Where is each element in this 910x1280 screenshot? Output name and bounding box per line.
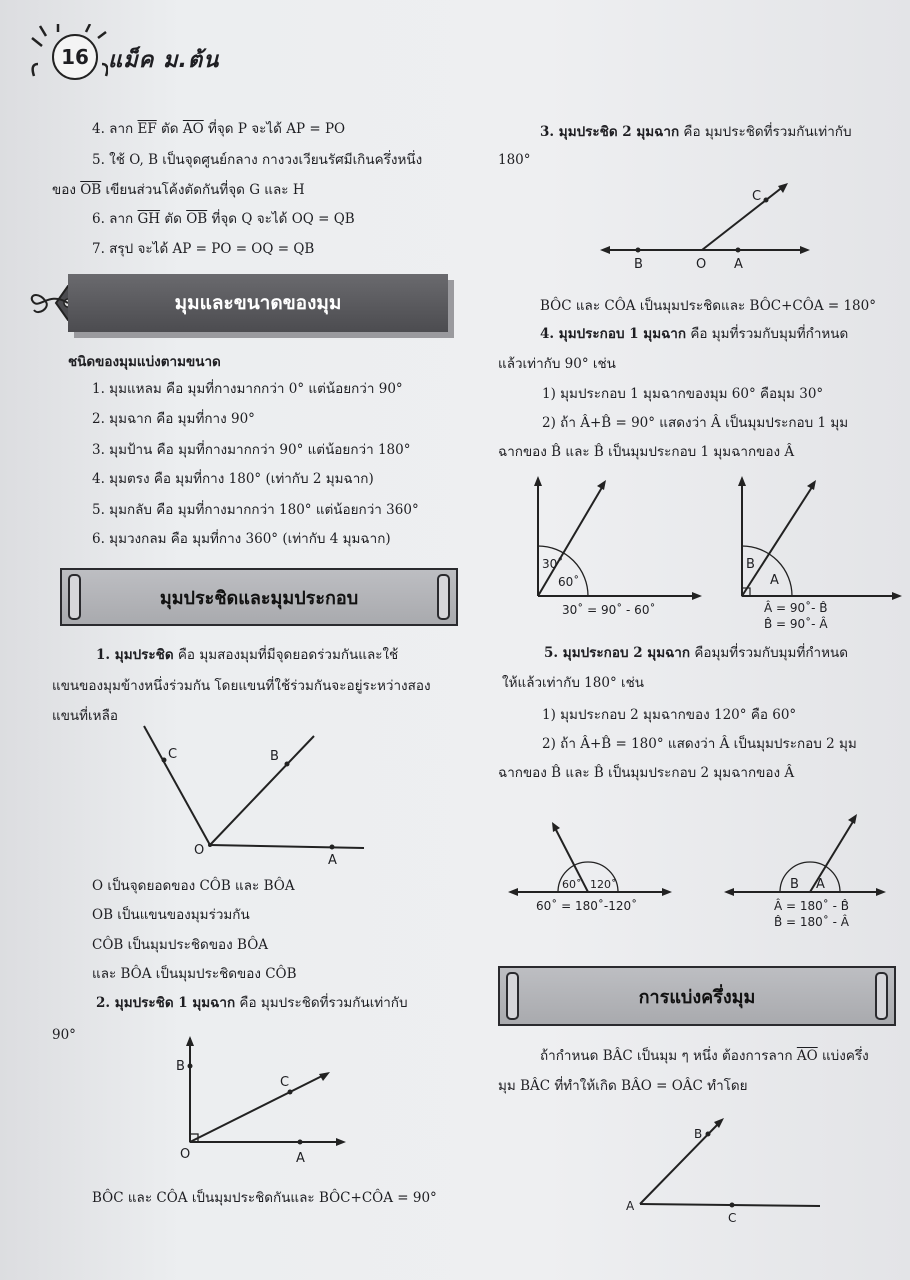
bisector-line2: มุม BÂC ที่ทำให้เกิด BÂO = OÂC ทำโดย [498, 1078, 748, 1094]
figure-complementary-60 [526, 474, 706, 624]
page-header [28, 24, 268, 92]
fig4a-angle-60: 60˚ [558, 575, 580, 589]
fig2-label-o: O [180, 1147, 191, 1162]
fig1-note-1: O เป็นจุดยอดของ CÔB และ BÔA [92, 878, 295, 894]
fig2-label-b: B [176, 1059, 185, 1074]
angle-type-3: 3. มุมป้าน คือ มุมที่กางมากกว่า 90° แต่น้อยกว่า 180° [92, 442, 411, 458]
comp-90-ex2a: 2) ถ้า Â+B̂ = 90° แสดงว่า Â เป็นมุมประกอบ 1 มุม [542, 415, 849, 431]
adjacent-90-value: 90° [52, 1027, 76, 1043]
adjacent-180-line1: 3. มุมประชิด 2 มุมฉาก คือ มุมประชิดที่รวมกันเท่ากับ [540, 124, 852, 140]
fig3-label-c: C [752, 189, 762, 204]
fig3-label-o: O [696, 257, 707, 270]
adjacent-180-value: 180° [498, 152, 531, 168]
angle-type-5: 5. มุมกลับ คือ มุมที่กางมากกว่า 180° แต่น้อยกว่า 360° [92, 502, 419, 518]
step-line-7: 7. สรุป จะได้ AP = PO = OQ = QB [92, 241, 315, 257]
comp-180-ex2a: 2) ถ้า Â+B̂ = 180° แสดงว่า Â เป็นมุมประกอบ 2 มุม [542, 736, 857, 752]
comp-180-line1: 5. มุมประกอบ 2 มุมฉาก คือมุมที่รวมกับมุมที่กำหนด [544, 645, 849, 661]
comp-90-ex1: 1) มุมประกอบ 1 มุมฉากของมุม 60° คือมุม 30° [542, 386, 824, 402]
comp-90-line1: 4. มุมประกอบ 1 มุมฉาก คือ มุมที่รวมกับมุมที่กำหนด [540, 326, 849, 342]
angle-type-1: 1. มุมแหลม คือ มุมที่กางมากกว่า 0° แต่น้อยกว่า 90° [92, 381, 403, 397]
step-line-5: 5. ใช้ O, B เป็นจุดศูนย์กลาง กางวงเวียนรัศมีเกินครึ่งหนึ่ง [92, 152, 423, 168]
fig1-note-2: OB เป็นแขนของมุมร่วมกัน [92, 907, 250, 923]
figure-adjacent-straight [598, 176, 818, 270]
fig4a-equation: 30˚ = 90˚ - 60˚ [562, 603, 656, 617]
fig2-label-c: C [280, 1075, 290, 1090]
page-number: 16 [52, 34, 98, 80]
section-banner-angles: มุมและขนาดของมุม [68, 274, 448, 332]
fig4b-eq1: Â = 90˚- B̂ [764, 601, 828, 615]
figure-complementary-ab [728, 474, 908, 634]
fig4b-label-a: A [770, 573, 779, 588]
step-line-6: 6. ลาก $\overline{GH}$ ตัด $\overline{OB}$ ที่จุด Q จะได้ OQ = QB [92, 211, 355, 227]
angle-type-2: 2. มุมฉาก คือ มุมที่กาง 90° [92, 411, 255, 427]
figure-angle-bisect [620, 1116, 850, 1226]
fig4b-label-b: B [746, 557, 755, 572]
angle-types-heading: ชนิดของมุมแบ่งตามขนาด [68, 354, 221, 370]
bisector-line1: ถ้ากำหนด BÂC เป็นมุม ๆ หนึ่ง ต้องการลาก $\overline{AO}$ แบ่งครึ่ง [540, 1048, 869, 1064]
comp-180-line2: ให้แล้วเท่ากับ 180° เช่น [502, 675, 644, 691]
fig1-label-a: A [328, 853, 337, 868]
fig3-label-a: A [734, 257, 743, 270]
fig3-caption: BÔC และ CÔA เป็นมุมประชิดและ BÔC+CÔA = 180° [540, 298, 876, 314]
adjacent-def-line1: 1. มุมประชิด คือ มุมสองมุมที่มีจุดยอดร่วมกันและใช้ [96, 647, 399, 663]
fig1-note-4: และ BÔA เป็นมุมประชิดของ CÔB [92, 966, 297, 982]
fig4a-angle-30: 30˚ [542, 557, 564, 571]
comp-180-ex1: 1) มุมประกอบ 2 มุมฉากของ 120° คือ 60° [542, 707, 797, 723]
fig2-caption: BÔC และ CÔA เป็นมุมประชิดกันและ BÔC+CÔA = 90° [92, 1190, 437, 1206]
figure-adjacent-angles [130, 722, 390, 872]
comp-180-ex2b: ฉากของ B̂ และ B̂ เป็นมุมประกอบ 2 มุมฉากของ Â [498, 765, 795, 781]
adjacent-def-line2: แขนของมุมข้างหนึ่งร่วมกัน โดยแขนที่ใช้ร่วมกันจะอยู่ระหว่างสอง [52, 678, 431, 694]
fig3-label-b: B [634, 257, 643, 270]
figure-supplementary-120 [506, 800, 686, 914]
section-banner-bisector: การแบ่งครึ่งมุม [498, 966, 896, 1026]
fig1-note-3: CÔB เป็นมุมประชิดของ BÔA [92, 937, 269, 953]
fig5b-eq2: B̂ = 180˚ - Â [774, 915, 849, 929]
fig5b-label-a: A [816, 877, 825, 892]
figure-supplementary-ab [720, 800, 900, 930]
step-line-5b: ของ $\overline{OB}$ เขียนส่วนโค้งตัดกันที่จุด G และ H [52, 182, 305, 198]
fig1-label-o: O [194, 843, 205, 858]
figure-adjacent-right-angle [170, 1034, 350, 1164]
fig2-label-a: A [296, 1151, 305, 1164]
fig6-label-b: B [694, 1127, 703, 1141]
fig5b-eq1: Â = 180˚ - B̂ [774, 899, 849, 913]
comp-90-line2: แล้วเท่ากับ 90° เช่น [498, 356, 616, 372]
section-banner-adjacent: มุมประชิดและมุมประกอบ [60, 568, 458, 626]
fig5a-angle-60: 60˚ [562, 878, 582, 891]
adjacent-90-line1: 2. มุมประชิด 1 มุมฉาก คือ มุมประชิดที่รวมกันเท่ากับ [96, 995, 408, 1011]
fig6-label-a: A [626, 1199, 635, 1213]
fig6-label-c: C [728, 1211, 737, 1225]
fig1-label-b: B [270, 749, 279, 764]
step-line-4: 4. ลาก $\overline{EF}$ ตัด $\overline{AO}$ ที่จุด P จะได้ AP = PO [92, 121, 346, 137]
comp-90-ex2b: ฉากของ B̂ และ B̂ เป็นมุมประกอบ 1 มุมฉากของ Â [498, 444, 795, 460]
book-title: แม็ค ม.ต้น [108, 48, 220, 73]
angle-type-6: 6. มุมวงกลม คือ มุมที่กาง 360° (เท่ากับ 4 มุมฉาก) [92, 531, 391, 547]
adjacent-def-line3: แขนที่เหลือ [52, 708, 118, 724]
fig4b-eq2: B̂ = 90˚- Â [764, 617, 828, 631]
fig5b-label-b: B [790, 877, 799, 892]
fig5a-equation: 60˚ = 180˚-120˚ [536, 899, 638, 913]
fig1-label-c: C [168, 747, 178, 762]
fig5a-angle-120: 120˚ [590, 878, 617, 891]
angle-type-4: 4. มุมตรง คือ มุมที่กาง 180° (เท่ากับ 2 มุมฉาก) [92, 471, 374, 487]
